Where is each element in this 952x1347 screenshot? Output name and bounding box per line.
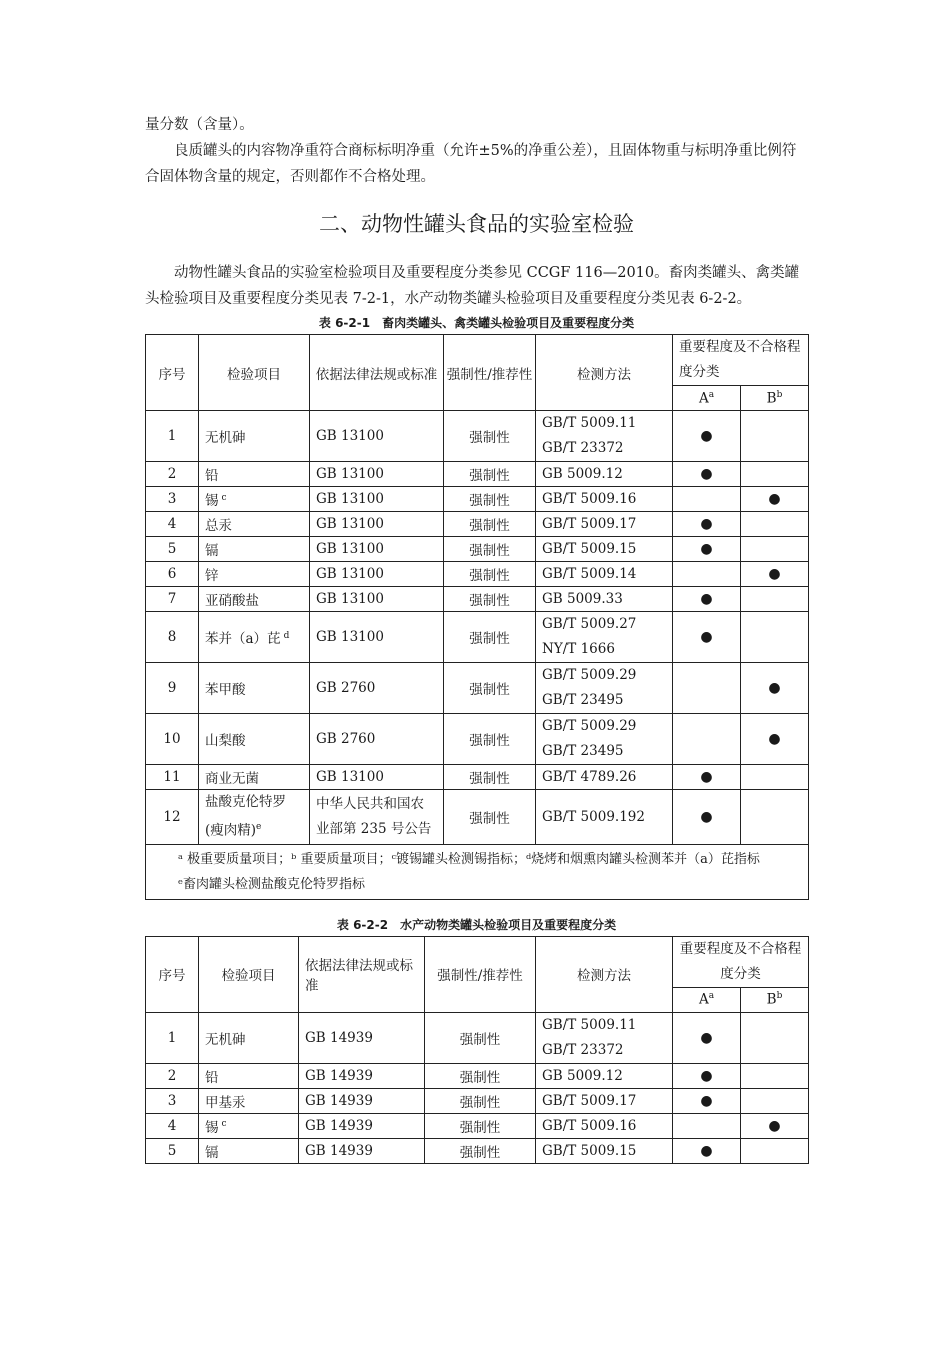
cell-item: 苯并（a）芘 $^d$ bbox=[199, 612, 310, 663]
intro-paragraph: 良质罐头的内容物净重符合商标标明净重（允许±5%的净重公差），且固体物重与标明净重比例符合固体物含量的规定，否则都作不合格处理。 bbox=[145, 143, 797, 185]
cell-nature: 强制性 bbox=[425, 1012, 536, 1063]
table-row bbox=[146, 1138, 809, 1163]
cell-basis: GB 14939 bbox=[299, 1113, 425, 1138]
cell-a-mark bbox=[673, 714, 741, 765]
cell-nature: 强制性 bbox=[444, 537, 536, 562]
cell-a-mark: ● bbox=[673, 612, 741, 663]
cell-nature: 强制性 bbox=[444, 765, 536, 790]
item-name: 山梨酸 bbox=[205, 733, 246, 749]
table-row bbox=[146, 1113, 809, 1138]
cell-b-mark: ● bbox=[741, 714, 809, 765]
cell-basis: GB 13100 bbox=[310, 462, 444, 487]
method-line: NY/T 1666 bbox=[542, 641, 615, 657]
cell-basis: GB 2760 bbox=[310, 714, 444, 765]
cell-basis: GB 14939 bbox=[299, 1138, 425, 1163]
cell-no: 4 bbox=[146, 1113, 199, 1138]
cell-a-mark bbox=[673, 1113, 741, 1138]
cell-item bbox=[199, 1138, 299, 1163]
table1-footnote bbox=[146, 844, 809, 899]
header-method: 检测方法 bbox=[536, 335, 673, 411]
cell-basis: GB 13100 bbox=[310, 411, 444, 462]
cell-a-mark: ● bbox=[673, 765, 741, 790]
cell-a-mark bbox=[673, 663, 741, 714]
table-row bbox=[146, 462, 809, 487]
cell-method: GB/T 5009.14 bbox=[536, 562, 673, 587]
table1 bbox=[145, 334, 809, 900]
header-a: $A^a$ bbox=[673, 386, 741, 411]
table-row bbox=[146, 587, 809, 612]
cell-method: GB/T 5009.15 bbox=[536, 537, 673, 562]
item-name: 总汞 bbox=[205, 518, 232, 534]
cell-nature: 强制性 bbox=[425, 1088, 536, 1113]
cell-b-mark bbox=[741, 1063, 809, 1088]
cell-basis: GB 14939 bbox=[299, 1088, 425, 1113]
body-paragraph: 动物性罐头食品的实验室检验项目及重要程度分类参见 CCGF 116—2010。畜肉类罐头、禽类罐头检验项目及重要程度分类见表 7-2-1，水产动物类罐头检验项目及重要程度分类见表 6-2-2。 bbox=[145, 265, 800, 307]
cell-method: GB/T 4789.26 bbox=[536, 765, 673, 790]
item-name: 锌 bbox=[205, 568, 219, 584]
cell-no: 12 bbox=[146, 790, 199, 845]
cell-nature: 强制性 bbox=[444, 587, 536, 612]
cell-method: GB/T 5009.17 bbox=[536, 1088, 673, 1113]
footnote-line: ᵉ畜肉罐头检测盐酸克伦特罗指标 bbox=[178, 876, 366, 892]
header-basis: 依据法律法规或标准 bbox=[310, 335, 444, 411]
cell-b-mark: ● bbox=[741, 562, 809, 587]
cell-method: GB 5009.33 bbox=[536, 587, 673, 612]
header-nature: 强制性/推荐性 bbox=[444, 335, 536, 411]
document-page bbox=[145, 112, 808, 1164]
table-row bbox=[146, 663, 809, 714]
cell-b-mark bbox=[741, 1088, 809, 1113]
cell-method: GB/T 5009.17 bbox=[536, 512, 673, 537]
cell-basis: GB 13100 bbox=[310, 765, 444, 790]
cell-nature: 强制性 bbox=[425, 1063, 536, 1088]
cell-nature: 强制性 bbox=[425, 1138, 536, 1163]
cell-method: GB/T 5009.16 bbox=[536, 1113, 673, 1138]
cell-a-mark: ● bbox=[673, 587, 741, 612]
method-line: GB/T 23495 bbox=[542, 743, 624, 759]
cell-a-mark bbox=[673, 487, 741, 512]
footnote-line: ᵃ 极重要质量项目；ᵇ 重要质量项目；ᶜ镀锡罐头检测锡指标；ᵈ烧烤和烟熏肉罐头检测苯并（a）芘指标 bbox=[178, 851, 760, 867]
cell-b-mark bbox=[741, 612, 809, 663]
cell-method bbox=[536, 612, 673, 663]
cell-basis: GB 13100 bbox=[310, 487, 444, 512]
table-row bbox=[146, 512, 809, 537]
header-item: 检验项目 bbox=[199, 335, 310, 411]
header-method: 检测方法 bbox=[536, 936, 673, 1012]
cell-no: 9 bbox=[146, 663, 199, 714]
intro-line: 量分数（含量）。 bbox=[145, 117, 254, 133]
cell-item bbox=[199, 1088, 299, 1113]
item-name: 商业无菌 bbox=[205, 771, 259, 787]
cell-item bbox=[199, 765, 310, 790]
cell-method bbox=[536, 411, 673, 462]
header-importance: 重要程度及不合格程度分类 bbox=[673, 335, 809, 386]
cell-basis: GB 13100 bbox=[310, 562, 444, 587]
method-line: GB/T 5009.11 bbox=[542, 1016, 637, 1033]
cell-a-mark: ● bbox=[673, 1138, 741, 1163]
header-no: 序号 bbox=[146, 335, 199, 411]
header-basis: 依据法律法规或标准 bbox=[299, 936, 425, 1012]
cell-no: 1 bbox=[146, 411, 199, 462]
cell-nature: 强制性 bbox=[444, 462, 536, 487]
item-line: 盐酸克伦特罗 bbox=[205, 794, 286, 810]
cell-a-mark: ● bbox=[673, 1063, 741, 1088]
table-row bbox=[146, 1012, 809, 1063]
section-title: 二、动物性罐头食品的实验室检验 bbox=[319, 212, 634, 236]
header-item: 检验项目 bbox=[199, 936, 299, 1012]
table-row bbox=[146, 765, 809, 790]
table1-caption: 表 6-2-1 畜肉类罐头、禽类罐头检验项目及重要程度分类 bbox=[318, 316, 635, 330]
item-name: 锡 bbox=[205, 493, 219, 509]
cell-method bbox=[536, 714, 673, 765]
method-line: GB/T 23372 bbox=[542, 440, 624, 456]
item-name: 锡 bbox=[205, 1119, 219, 1136]
table-row bbox=[146, 537, 809, 562]
cell-item bbox=[199, 587, 310, 612]
cell-no: 6 bbox=[146, 562, 199, 587]
method-line: GB/T 5009.29 bbox=[542, 718, 637, 734]
cell-item: 锡 $^c$ bbox=[199, 487, 310, 512]
method-line: GB/T 23372 bbox=[542, 1041, 624, 1058]
header-importance: 重要程度及不合格程度分类 bbox=[673, 936, 809, 987]
cell-item bbox=[199, 537, 310, 562]
cell-a-mark: ● bbox=[673, 411, 741, 462]
item-name: 镉 bbox=[205, 543, 219, 559]
cell-basis bbox=[310, 790, 444, 845]
cell-basis: GB 13100 bbox=[310, 512, 444, 537]
cell-item bbox=[199, 714, 310, 765]
item-name: 铅 bbox=[205, 468, 219, 484]
cell-no: 5 bbox=[146, 1138, 199, 1163]
cell-nature: 强制性 bbox=[444, 714, 536, 765]
cell-b-mark: ● bbox=[741, 1113, 809, 1138]
basis-line: 中华人民共和国农 bbox=[316, 795, 424, 812]
cell-b-mark bbox=[741, 512, 809, 537]
cell-a-mark: ● bbox=[673, 537, 741, 562]
cell-method bbox=[536, 1012, 673, 1063]
cell-a-mark: ● bbox=[673, 1012, 741, 1063]
item-name: 镉 bbox=[205, 1144, 219, 1161]
cell-no: 3 bbox=[146, 487, 199, 512]
cell-nature: 强制性 bbox=[444, 487, 536, 512]
table-row bbox=[146, 790, 809, 845]
cell-no: 11 bbox=[146, 765, 199, 790]
cell-item bbox=[199, 562, 310, 587]
cell-item bbox=[199, 462, 310, 487]
cell-b-mark bbox=[741, 587, 809, 612]
cell-no: 2 bbox=[146, 462, 199, 487]
cell-b-mark bbox=[741, 765, 809, 790]
table-row bbox=[146, 562, 809, 587]
table-row bbox=[146, 1063, 809, 1088]
cell-b-mark bbox=[741, 411, 809, 462]
item-name: 甲基汞 bbox=[205, 1094, 246, 1111]
cell-a-mark: ● bbox=[673, 790, 741, 845]
header-nature: 强制性/推荐性 bbox=[425, 936, 536, 1012]
cell-nature: 强制性 bbox=[444, 612, 536, 663]
cell-item bbox=[199, 411, 310, 462]
cell-b-mark bbox=[741, 537, 809, 562]
cell-basis: GB 2760 bbox=[310, 663, 444, 714]
header-no: 序号 bbox=[146, 936, 199, 1012]
item-line2: (瘦肉精)$^e$ bbox=[205, 822, 262, 839]
cell-method: GB/T 5009.16 bbox=[536, 487, 673, 512]
table-row bbox=[146, 1088, 809, 1113]
cell-a-mark bbox=[673, 562, 741, 587]
table-row bbox=[146, 612, 809, 663]
cell-nature: 强制性 bbox=[444, 790, 536, 845]
item-name: 铅 bbox=[205, 1069, 219, 1086]
cell-method: GB 5009.12 bbox=[536, 462, 673, 487]
cell-item bbox=[199, 790, 310, 845]
cell-a-mark: ● bbox=[673, 462, 741, 487]
cell-b-mark: ● bbox=[741, 663, 809, 714]
cell-b-mark bbox=[741, 1012, 809, 1063]
basis-line: 业部第 235 号公告 bbox=[316, 820, 432, 837]
cell-item bbox=[199, 663, 310, 714]
cell-b-mark: ● bbox=[741, 487, 809, 512]
cell-no: 5 bbox=[146, 537, 199, 562]
cell-nature: 强制性 bbox=[444, 411, 536, 462]
cell-item: 锡 $^c$ bbox=[199, 1113, 299, 1138]
cell-no: 3 bbox=[146, 1088, 199, 1113]
cell-method bbox=[536, 663, 673, 714]
table2 bbox=[145, 936, 809, 1164]
header-b: $B^b$ bbox=[741, 386, 809, 411]
cell-item bbox=[199, 1063, 299, 1088]
cell-a-mark: ● bbox=[673, 1088, 741, 1113]
cell-basis: GB 13100 bbox=[310, 537, 444, 562]
cell-nature: 强制性 bbox=[425, 1113, 536, 1138]
method-line: GB/T 5009.11 bbox=[542, 415, 637, 431]
method-line: GB/T 23495 bbox=[542, 692, 624, 708]
cell-a-mark: ● bbox=[673, 512, 741, 537]
cell-basis: GB 14939 bbox=[299, 1012, 425, 1063]
cell-no: 8 bbox=[146, 612, 199, 663]
item-name: 苯并（a）芘 bbox=[205, 631, 281, 647]
cell-b-mark bbox=[741, 1138, 809, 1163]
cell-method: GB/T 5009.192 bbox=[536, 790, 673, 845]
cell-no: 7 bbox=[146, 587, 199, 612]
cell-no: 10 bbox=[146, 714, 199, 765]
cell-basis: GB 13100 bbox=[310, 587, 444, 612]
item-line: (瘦肉精) bbox=[205, 822, 257, 839]
cell-basis: GB 13100 bbox=[310, 612, 444, 663]
cell-b-mark bbox=[741, 462, 809, 487]
item-name: 无机砷 bbox=[205, 1031, 246, 1048]
table-row bbox=[146, 714, 809, 765]
cell-basis: GB 14939 bbox=[299, 1063, 425, 1088]
cell-item bbox=[199, 1012, 299, 1063]
header-b: $B^b$ bbox=[741, 987, 809, 1012]
cell-b-mark bbox=[741, 790, 809, 845]
method-line: GB/T 5009.27 bbox=[542, 616, 637, 632]
header-a: $A^a$ bbox=[673, 987, 741, 1012]
item-name: 无机砷 bbox=[205, 430, 246, 446]
cell-item bbox=[199, 512, 310, 537]
table-row bbox=[146, 487, 809, 512]
cell-method: GB 5009.12 bbox=[536, 1063, 673, 1088]
table-row bbox=[146, 411, 809, 462]
cell-no: 2 bbox=[146, 1063, 199, 1088]
cell-no: 1 bbox=[146, 1012, 199, 1063]
cell-nature: 强制性 bbox=[444, 512, 536, 537]
cell-method: GB/T 5009.15 bbox=[536, 1138, 673, 1163]
cell-no: 4 bbox=[146, 512, 199, 537]
table2-caption: 表 6-2-2 水产动物类罐头检验项目及重要程度分类 bbox=[336, 917, 617, 932]
item-name: 亚硝酸盐 bbox=[205, 593, 259, 609]
method-line: GB/T 5009.29 bbox=[542, 667, 637, 683]
item-name: 苯甲酸 bbox=[205, 682, 246, 698]
cell-nature: 强制性 bbox=[444, 663, 536, 714]
cell-nature: 强制性 bbox=[444, 562, 536, 587]
